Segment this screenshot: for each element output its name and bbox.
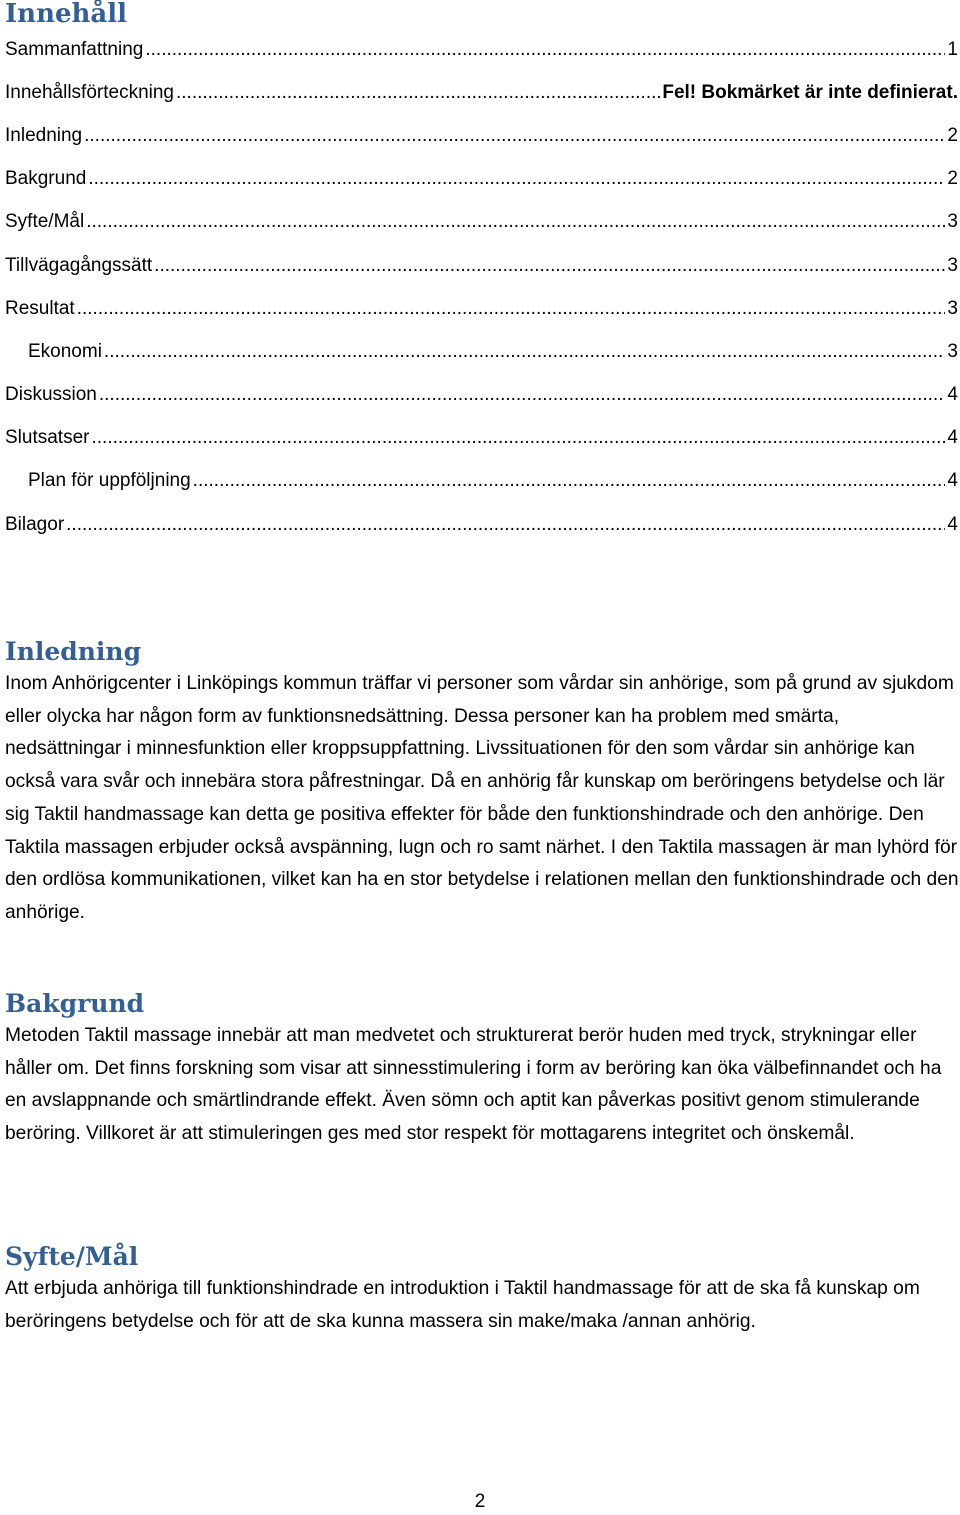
toc-dot-leader — [104, 341, 946, 363]
toc-entry-page-error: Fel! Bokmärket är inte definierat. — [662, 81, 958, 103]
toc-dot-leader — [193, 470, 946, 492]
toc-entry-page: 3 — [947, 297, 958, 319]
toc-dot-leader — [88, 168, 945, 190]
toc-entry-label: Bakgrund — [5, 168, 87, 190]
toc-entry-page: 4 — [947, 384, 958, 406]
toc-entry-tillvagagangssatt[interactable] — [5, 244, 958, 287]
toc-entry-page: 4 — [947, 427, 958, 449]
toc-title: Innehåll — [5, 0, 128, 29]
toc-entry-plan-for-uppfoljning[interactable] — [5, 460, 958, 503]
toc-entry-page: 4 — [947, 470, 958, 492]
toc-dot-leader — [91, 427, 945, 449]
toc-entry-bilagor[interactable] — [5, 503, 958, 546]
toc-dot-leader — [145, 39, 945, 61]
section-paragraph: Inom Anhörigcenter i Linköpings kommun träffar vi personer som vårdar sin anhörige, som på grund av sjukdom eller olycka har någon form av funktionsnedsättning. Dessa personer kan ha problem med smärta, nedsättningar i minnesfunktion eller kroppsuppfattning. Livssituationen för den som vårdar sin anhörige kan också vara svår och innebära stora påfrestningar. Då en anhörig får kunskap om beröringens betydelse och lär sig Taktil handmassage kan detta ge positiva effekter för både den funktionshindrade och den anhörige. Den Taktila massagen erbjuder också avspänning, lugn och ro samt närhet. I den Taktila massagen är man lyhörd för den ordlösa kommunikationen, vilket kan ha en stor betydelse i relationen mellan den funktionshindrade och den anhörige. — [5, 673, 959, 923]
toc-entry-label: Sammanfattning — [5, 38, 144, 60]
toc-entry-bakgrund[interactable] — [5, 158, 958, 201]
toc-entry-label: Diskussion — [5, 384, 97, 406]
toc-entry-page: 2 — [947, 124, 958, 146]
section-inledning — [5, 636, 960, 930]
toc-entry-page: 2 — [947, 168, 958, 190]
toc-entry-page: 3 — [947, 254, 958, 276]
toc-dot-leader — [99, 384, 946, 406]
toc-entry-label: Inledning — [5, 124, 83, 146]
toc-entry-diskussion[interactable] — [5, 374, 958, 417]
toc-entry-label: Innehållsförteckning — [5, 81, 174, 103]
section-syfte-mal — [5, 1241, 960, 1338]
toc-entry-slutsatser[interactable] — [5, 417, 958, 460]
section-heading: Syfte/Mål — [5, 1242, 139, 1271]
toc-dot-leader — [84, 125, 945, 147]
toc-entry-sammanfattning[interactable] — [5, 28, 958, 71]
toc-entry-page: 3 — [947, 211, 958, 233]
toc-dot-leader — [176, 82, 660, 104]
toc-entry-page: 3 — [947, 340, 958, 362]
toc-dot-leader — [77, 298, 946, 320]
toc-dot-leader — [86, 211, 945, 233]
section-bakgrund — [5, 988, 960, 1151]
toc-entry-label: Tillvägagångssätt — [5, 254, 153, 276]
toc-entry-ekonomi[interactable] — [5, 330, 958, 373]
toc-entry-label: Ekonomi — [28, 340, 102, 362]
toc-entry-syfte-mal[interactable] — [5, 201, 958, 244]
page-number: 2 — [474, 1491, 486, 1512]
toc-entry-innehallsforteckning[interactable] — [5, 71, 958, 114]
toc-entry-page: 1 — [947, 38, 958, 60]
section-paragraph: Metoden Taktil massage innebär att man medvetet och strukturerat berör huden med tryck, strykningar eller håller om. Det finns forskning som visar att sinnesstimulering i form av beröring kan öka välbefinnandet och ha en avslappnande och smärtlindrande effekt. Även sömn och aptit kan påverkas positivt genom stimulerande beröring. Villkoret är att stimuleringen ges med stor respekt för mottagarens integritet och önskemål. — [5, 1025, 942, 1145]
toc-entry-page: 4 — [947, 513, 958, 535]
toc-dot-leader — [66, 514, 945, 536]
section-paragraph: Att erbjuda anhöriga till funktionshindrade en introduktion i Taktil handmassage för att de ska få kunskap om beröringens betydelse och för att de ska kunna massera sin make/maka /annan anhörig. — [5, 1278, 920, 1332]
toc-entry-label: Syfte/Mål — [5, 211, 85, 233]
toc-entry-label: Plan för uppföljning — [28, 470, 191, 492]
toc-entry-resultat[interactable] — [5, 287, 958, 330]
toc-entry-label: Resultat — [5, 297, 75, 319]
toc-entry-inledning[interactable] — [5, 114, 958, 157]
section-heading: Bakgrund — [5, 989, 145, 1018]
toc-dot-leader — [154, 255, 945, 277]
section-heading: Inledning — [5, 637, 142, 666]
table-of-contents — [5, 28, 958, 546]
toc-entry-label: Bilagor — [5, 513, 65, 535]
toc-entry-label: Slutsatser — [5, 427, 90, 449]
